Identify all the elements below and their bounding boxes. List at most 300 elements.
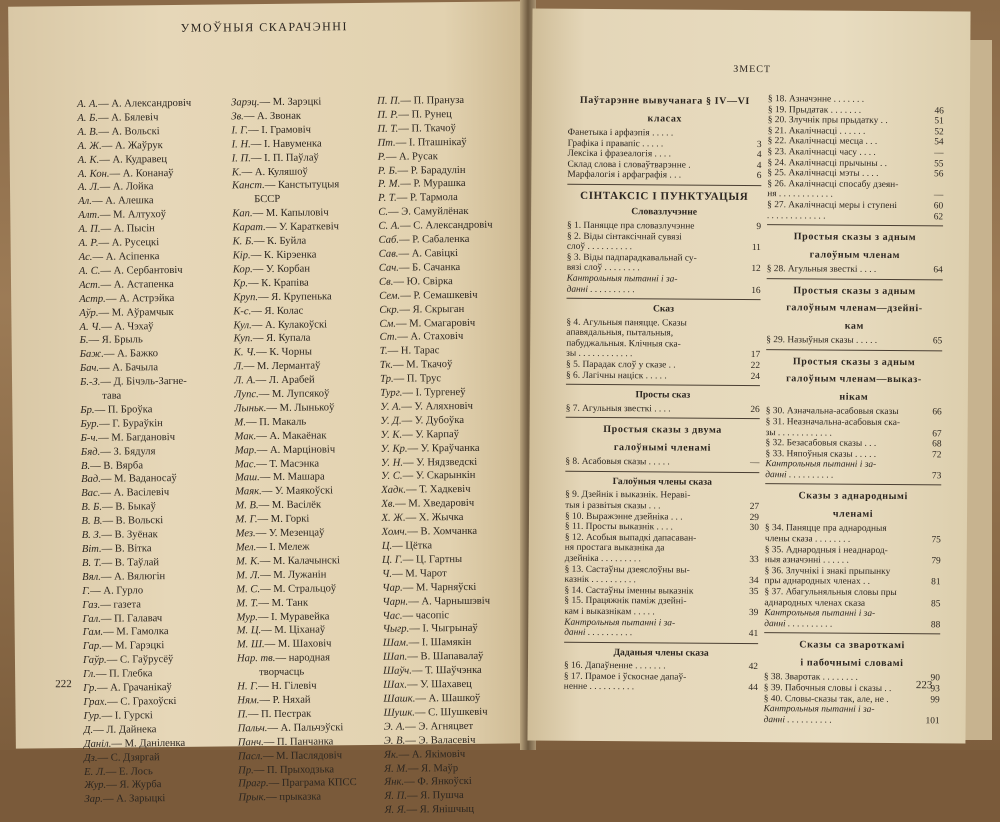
abbreviation-meaning: — В. Шапавалаў xyxy=(407,651,484,663)
abbreviation-entry xyxy=(233,290,373,305)
toc-entry-page: 27 xyxy=(749,501,760,513)
abbreviation-meaning: — П. Панчанка xyxy=(263,736,334,748)
abbreviation-entry xyxy=(234,331,374,346)
abbreviation-entry xyxy=(380,344,520,359)
toc-entry-title: § 22. Акалічнасці месца . . . xyxy=(767,136,878,148)
abbreviation-key: Саб. xyxy=(378,234,400,246)
abbreviation-key: Як. xyxy=(383,749,399,761)
toc-entry-page: 4 xyxy=(756,150,762,161)
toc-entry-page xyxy=(737,534,759,545)
abbreviation-meaning: — А. Жаўрук xyxy=(101,139,163,152)
section-heading: Простыя сказы з адным xyxy=(793,231,917,244)
abbreviation-meaning: — М. Калачынскі xyxy=(259,555,340,568)
abbreviation-key: Зар. xyxy=(84,794,103,806)
toc-entry-page: 62 xyxy=(933,211,944,222)
toc-entry-page xyxy=(740,129,762,140)
abbreviation-meaning: — М. Танк xyxy=(258,597,309,609)
abbreviation-meaning: — М. Хведаровіч xyxy=(395,498,475,510)
contents-column-2 xyxy=(764,94,944,727)
abbreviation-key: Прагр. xyxy=(238,778,269,790)
toc-entry-title: § 26. Акалічнасці спосабу дзеян- xyxy=(767,178,899,190)
toc-entry-page: 39 xyxy=(748,607,759,618)
toc-entry-title: § 2. Віды сінтаксічнай сувязі xyxy=(566,231,682,243)
abbreviation-entry xyxy=(238,721,378,736)
abbreviation-meaning: — М. Ваданосаў xyxy=(100,473,177,486)
abbreviation-meaning: — В. Вольскі xyxy=(102,515,164,527)
abbreviation-entry xyxy=(378,205,518,220)
abbreviation-key: Кул. xyxy=(233,319,252,331)
toc-entry-title: данні . . . . . . . . . . xyxy=(764,618,833,630)
abbreviation-meaning: — У. Нядзведскі xyxy=(402,456,478,469)
toc-entry-title: § 4. Агульныя паняцце. Сказы xyxy=(566,317,687,329)
abbreviation-meaning: — Я. Маўр xyxy=(407,762,459,775)
abbreviation-meaning: — Я. Скрыган xyxy=(399,303,465,316)
section-heading: Галоўныя члены сказа xyxy=(612,475,712,488)
abbreviation-entry xyxy=(382,580,522,595)
abbreviation-meaning: — А. Асіпенка xyxy=(92,251,160,263)
section-heading: Простыя сказы з двума xyxy=(603,424,722,437)
toc-entry-title: кам і выказнікам . . . . . xyxy=(564,606,655,618)
abbreviation-key: М. xyxy=(234,417,247,429)
abbreviation-meaning: — Б. Сачанка xyxy=(398,261,461,274)
abbreviation-key: В. З. xyxy=(81,529,102,542)
abbreviation-meaning: — М. Лынькоў xyxy=(266,402,335,414)
toc-entry-page xyxy=(736,618,758,629)
abbreviation-entry xyxy=(381,483,521,498)
abbreviation-entry xyxy=(232,206,372,221)
toc-entry-page: 93 xyxy=(930,684,940,695)
abbreviation-meaning: — Л. Дайнека xyxy=(93,723,157,736)
abbreviation-key: Кір. xyxy=(232,250,251,262)
toc-entry-page: 81 xyxy=(931,577,941,588)
abbreviation-key: А. Кон. xyxy=(77,168,110,180)
abbreviation-key: Гар. xyxy=(82,641,102,653)
toc-entry xyxy=(566,403,760,415)
toc-entry-title: § 10. Выражэнне дзейніка . . . xyxy=(564,511,683,523)
abbreviation-key: У. С. xyxy=(381,471,403,483)
toc-entry-title: Кантрольныя пытанні і за- xyxy=(764,608,876,620)
toc-entry-title: члены сказа . . . . . . . . xyxy=(764,534,851,545)
abbreviation-meaning: — І. Грамовіч xyxy=(248,124,311,137)
abbreviation-key: Маш. xyxy=(235,472,260,484)
abbreviation-key: Гал. xyxy=(82,613,101,625)
toc-entry-title: ня . . . . . . . . . . . . xyxy=(767,189,833,200)
abbreviation-key: Янк. xyxy=(384,777,405,789)
abbreviation-key: У. Н. xyxy=(380,457,404,469)
abbreviation-entry xyxy=(383,705,523,720)
abbreviation-key: Прык. xyxy=(238,792,267,804)
section-divider xyxy=(764,633,940,635)
section-divider xyxy=(767,278,943,280)
section-heading: Простыя сказы з адным xyxy=(792,356,916,368)
abbreviation-key: Тург. xyxy=(380,387,403,399)
abbreviation-meaning: — А. Астапенка xyxy=(100,278,174,291)
toc-entry-title: § 11. Просты выказнік . . . . xyxy=(564,521,673,533)
toc-entry-page xyxy=(737,544,759,555)
abbreviation-entry xyxy=(234,415,374,430)
abbreviation-meaning: — А. Русак xyxy=(385,150,438,163)
toc-entry-title: § 37. Абагульняльныя словы пры xyxy=(764,587,897,599)
abbreviation-key: Час. xyxy=(382,610,403,622)
toc-entry xyxy=(564,682,758,694)
abbreviation-key: М. В. xyxy=(235,500,259,512)
abbreviation-meaning: — М. Багдановіч xyxy=(98,431,176,444)
section-divider xyxy=(767,224,943,226)
abbreviation-meaning: — У. Аляхновіч xyxy=(401,400,473,413)
toc-entry-page: — xyxy=(934,148,944,159)
abbreviation-entry xyxy=(378,163,518,178)
toc-entry-page: 34 xyxy=(749,576,759,587)
abbreviation-entry xyxy=(237,637,377,652)
toc-entry-title: ня простага выказніка да xyxy=(564,543,665,554)
abbreviation-key: Мак. xyxy=(234,430,257,443)
abbreviation-entry xyxy=(237,623,377,638)
abbreviation-key: М. К. xyxy=(235,556,260,568)
toc-entry-page xyxy=(738,329,760,340)
abbreviation-key: Т. xyxy=(379,346,388,358)
abbreviation-meaning: — А. Гурло xyxy=(90,585,144,597)
toc-entry-title: § 34. Паняцце пра аднародныя xyxy=(764,523,887,535)
abbreviation-meaning: — А. Вольскі xyxy=(98,125,160,138)
abbreviation-meaning: — Я. Крупенька xyxy=(257,291,332,303)
toc-entry-page: 33 xyxy=(749,554,759,566)
abbreviation-entry xyxy=(233,234,373,249)
abbreviation-key: Д. xyxy=(83,724,94,736)
toc-entry-page: 6 xyxy=(756,171,762,182)
abbreviation-key: Гаўр. xyxy=(82,654,107,667)
toc-entry-page xyxy=(922,95,944,106)
toc-entry-title: Фанетыка і арфаэпія . . . . . xyxy=(567,127,674,139)
abbreviation-key: Скр. xyxy=(379,304,400,316)
section-heading: Сказы з аднароднымі xyxy=(798,490,908,503)
abbreviation-entry xyxy=(235,484,375,499)
abbreviation-meaning: — Е. Лось xyxy=(105,765,153,778)
abbreviation-key: Віт. xyxy=(81,543,102,555)
toc-entry-page xyxy=(739,254,761,265)
abbreviation-key: Я. П. xyxy=(384,790,408,803)
toc-entry-title: § 27. Акалічнасці меры і ступені xyxy=(767,200,898,211)
abbreviation-entry xyxy=(383,650,523,665)
abbreviation-meaning: — Я. Колас xyxy=(251,305,304,317)
abbreviation-meaning: — К. Кірэенка xyxy=(250,249,317,262)
abbreviation-key: Н. Г. xyxy=(237,681,259,693)
abbreviation-entry xyxy=(384,775,524,790)
abbreviation-key: Ням. xyxy=(237,695,260,707)
abbreviation-meaning: — А. Грачанікаў xyxy=(96,682,172,694)
abbreviation-key: У. К. xyxy=(380,429,403,441)
abbreviation-key: В. Т. xyxy=(81,557,102,569)
abbreviation-meaning: — В. Вярба xyxy=(90,459,144,472)
abbreviation-key: Я. М. xyxy=(384,763,408,775)
section-heading: галоўным членам—выказ- xyxy=(786,373,922,386)
abbreviation-meaning: — А. Кудравец xyxy=(99,153,168,166)
abbreviation-key: Газ. xyxy=(82,599,101,611)
right-page xyxy=(527,8,970,743)
abbreviation-meaning: — Р. Сабаленка xyxy=(398,233,470,246)
abbreviation-entry xyxy=(237,693,377,708)
toc-entry-title: слоў . . . . . . . . . . xyxy=(566,241,633,253)
abbreviation-meaning: — Ц. Гартны xyxy=(402,553,463,566)
left-page xyxy=(8,1,528,817)
toc-entry-page: 67 xyxy=(932,428,942,439)
toc-entry-title: § 31. Неазначальна-асабовыя ска- xyxy=(765,417,901,428)
toc-entry-page xyxy=(736,673,758,684)
abbreviation-key: У. Кр. xyxy=(380,443,408,455)
abbreviation-meaning: — М. Аўрамчык xyxy=(98,306,174,319)
abbreviation-key: Шушк. xyxy=(383,707,415,719)
abbreviation-key: У. А. xyxy=(380,401,402,413)
abbreviation-meaning: — П. Прануза xyxy=(400,94,465,107)
toc-entry xyxy=(566,370,760,382)
toc-entry-page: 52 xyxy=(934,127,944,138)
abbreviation-key: Э. В. xyxy=(383,735,406,747)
abbreviation-key: Аўр. xyxy=(79,307,99,319)
toc-entry-page: 90 xyxy=(930,673,940,684)
abbreviation-meaning: — І. Навуменка xyxy=(250,138,322,150)
toc-entry-page xyxy=(919,460,941,471)
section-divider xyxy=(566,417,760,419)
section-divider xyxy=(564,641,758,643)
abbreviation-meaning: — М. Даніленка xyxy=(111,737,186,750)
abbreviation-entry xyxy=(384,733,524,748)
section-heading: членамі xyxy=(832,508,874,520)
abbreviation-meaning: — Х. Жычка xyxy=(405,512,464,524)
abbreviation-key: Мур. xyxy=(236,611,258,623)
abbreviation-meaning: — Цётка xyxy=(392,540,433,552)
abbreviation-meaning: — Н. Гілевіч xyxy=(258,680,317,693)
abbreviation-meaning: — У. Мезенцаў xyxy=(255,527,325,540)
abbreviation-key: Г. xyxy=(82,585,91,597)
section-divider xyxy=(567,298,761,300)
toc-entry-title: § 5. Парадак слоў у сказе . . xyxy=(566,359,676,371)
abbreviation-entry xyxy=(231,95,371,110)
abbreviation-entry xyxy=(379,316,519,331)
abbreviation-meaning: — А. Чэхаў xyxy=(101,320,154,333)
abbreviation-meaning: — У. Карпаў xyxy=(402,428,460,441)
abbreviation-meaning: — П. Прыходзька xyxy=(253,763,335,776)
abbreviation-key: Ц. Г. xyxy=(381,554,403,566)
abbreviation-meaning: — Канстытуцыя xyxy=(264,179,340,192)
toc-entry-title: дзейніка . . . . . . . . . xyxy=(564,553,641,565)
section-heading: СІНТАКСІС І ПУНКТУАЦЫЯ xyxy=(580,189,749,203)
abbreviation-meaning: — І. Тургенеў xyxy=(402,386,466,399)
abbreviation-key: А. В. xyxy=(77,126,99,138)
toc-entry-title: § 25. Акалічнасці мэты . . . . xyxy=(767,168,879,180)
abbreviation-meaning: — У. Скарынкін xyxy=(402,470,476,483)
abbreviation-key: Кор. xyxy=(232,264,253,276)
abbreviation-entry xyxy=(236,568,376,583)
toc-entry-page: 42 xyxy=(748,662,759,673)
abbreviation-key: Мез. xyxy=(235,528,256,540)
toc-entry-title: ныя азначэнні . . . . . . xyxy=(764,555,849,566)
page-number-left: 222 xyxy=(55,678,72,691)
abbreviation-key: Нар. тв. xyxy=(236,653,276,665)
abbreviation-key: А. Ж. xyxy=(77,140,102,152)
abbreviation-entry xyxy=(378,149,518,164)
abbreviation-entry xyxy=(236,540,376,555)
abbreviation-key: Гам. xyxy=(82,627,104,639)
abbreviation-entry xyxy=(235,443,375,458)
toc-entry-title: Кантрольныя пытанні і за- xyxy=(564,617,676,628)
abbreviation-key: Бач. xyxy=(79,362,100,375)
toc-entry-page: 85 xyxy=(931,598,941,609)
toc-entry-page: 35 xyxy=(749,586,759,597)
abbreviation-key: М. Л. xyxy=(236,569,261,582)
abbreviation-meaning: — А. Сербантовіч xyxy=(100,264,183,277)
abbreviation-meaning: — М. Лупсякоў xyxy=(258,388,330,401)
abbreviation-entry xyxy=(232,137,372,152)
abbreviation-meaning: — А. Александровіч xyxy=(97,97,192,110)
abbreviation-key: С. А. xyxy=(378,220,400,232)
abbreviation-meaning: — Я. Янішчыц xyxy=(406,804,475,816)
toc-entry-page: 30 xyxy=(749,523,759,534)
abbreviation-entry xyxy=(381,511,521,526)
abbreviation-entry xyxy=(377,107,517,122)
abbreviation-entry xyxy=(379,302,519,317)
abbreviation-entry xyxy=(381,497,521,512)
abbreviation-entry xyxy=(379,246,519,261)
abbreviation-key: Шаўч. xyxy=(383,665,412,677)
abbreviation-meaning: — народная xyxy=(275,652,331,665)
abbreviation-entry xyxy=(236,609,376,624)
abbreviation-key: Шам. xyxy=(382,637,409,650)
abbreviation-meaning: — П. Макаль xyxy=(245,416,307,429)
abbreviation-entry xyxy=(233,317,373,332)
toc-entry-page: 73 xyxy=(931,471,942,482)
abbreviation-key: У. Д. xyxy=(380,415,402,427)
abbreviation-key: Пр. xyxy=(238,764,254,776)
toc-entry-title: зы . . . . . . . . . . . . xyxy=(566,349,633,360)
toc-entry-page: 101 xyxy=(925,716,940,727)
toc-entry-page: 55 xyxy=(934,158,944,169)
abbreviation-key: Ч. xyxy=(382,568,393,580)
abbreviation-entry xyxy=(232,164,372,179)
abbreviation-entry xyxy=(379,260,519,275)
abbreviation-key: Пт. xyxy=(377,137,396,149)
toc-entry-title: Графіка і правапіс . . . . . xyxy=(567,138,664,149)
abbreviation-key: Сач. xyxy=(378,262,399,274)
toc-entry-page: 65 xyxy=(932,336,943,347)
toc-entry-title: пры аднародных членах . . xyxy=(764,576,871,588)
toc-entry-page: 9 xyxy=(756,222,762,233)
abbreviation-key: Зарэц. xyxy=(231,97,260,109)
toc-entry-title: аднародных членах сказа xyxy=(764,597,866,609)
toc-entry-title: Лексіка і фразеалогія . . . . xyxy=(567,148,672,160)
abbreviation-key: Р. М. xyxy=(377,179,401,191)
abbreviation-meaning: — А. Савіцкі xyxy=(398,247,459,260)
abbreviation-meaning: — А. Куляшоў xyxy=(241,166,308,178)
abbreviation-key: С. xyxy=(378,206,389,219)
abbreviation-key: Ст. xyxy=(379,332,398,344)
abbreviation-meaning: — У. Корбан xyxy=(252,263,311,276)
abbreviation-entry xyxy=(384,747,524,762)
abbreviation-meaning: — В. Зуёнак xyxy=(101,529,158,541)
toc-entry xyxy=(767,264,943,276)
abbreviation-entry xyxy=(233,303,373,318)
abbreviation-entry xyxy=(237,665,377,680)
abbreviation-entry xyxy=(238,748,378,763)
toc-entry-page: 54 xyxy=(934,137,944,148)
abbreviation-entry xyxy=(383,677,523,692)
abbreviation-key: П. xyxy=(237,709,248,721)
abbreviation-entry xyxy=(233,262,373,277)
abbreviation-key: А. Л. xyxy=(77,182,100,194)
abbreviation-entry xyxy=(380,413,520,428)
toc-entry-title: § 39. Пабочныя словы і сказы . . xyxy=(763,683,892,695)
section-heading: Просты сказ xyxy=(635,389,691,401)
abbreviation-key: Алт. xyxy=(78,210,100,222)
toc-entry-title: данні . . . . . . . . . . xyxy=(763,714,832,726)
abbreviation-meaning: — П. Глебка xyxy=(95,668,153,680)
abbreviation-entry xyxy=(383,691,523,706)
abbreviation-entry xyxy=(383,636,523,651)
abbreviation-meaning: — Я. Купала xyxy=(252,332,311,345)
abbreviation-key: Э. А. xyxy=(383,721,406,733)
abbreviation-meaning: — П. Броўка xyxy=(94,404,153,416)
abbreviation-meaning: — М. Шаховіч xyxy=(264,638,332,651)
toc-entry xyxy=(766,335,942,347)
abbreviation-key: Кап. xyxy=(232,208,253,220)
abbreviation-meaning: — М. Лужанін xyxy=(259,569,327,581)
toc-entry xyxy=(764,619,940,631)
toc-entry-title: данні . . . . . . . . . . xyxy=(566,284,635,295)
toc-entry-title: § 28. Агульныя звесткі . . . . xyxy=(766,264,877,276)
toc-entry-title: § 32. Безасабовыя сказы . . . xyxy=(765,438,877,449)
toc-entry-title: . . . . . . . . . . . . . xyxy=(767,210,826,222)
abbreviation-meaning: — У. Дубоўка xyxy=(401,414,465,427)
abbreviation-meaning: творчасць xyxy=(259,666,305,679)
abbreviation-key: Шап. xyxy=(382,651,408,664)
toc-entry xyxy=(767,211,943,223)
abbreviation-key: Я. Я. xyxy=(384,804,407,817)
toc-entry-page xyxy=(738,319,760,330)
section-divider xyxy=(565,471,759,473)
abbreviation-key: П. Т. xyxy=(377,123,399,135)
abbreviation-key: Лыньк. xyxy=(234,402,267,415)
abbreviation-meaning: — прыказка xyxy=(266,791,322,804)
abbreviation-key: Мар. xyxy=(234,444,257,457)
toc-entry-title: пабуджальныя. Клічныя ска- xyxy=(566,338,681,350)
toc-entry-title: § 3. Віды падпарадкавальнай су- xyxy=(566,252,697,264)
abbreviation-key: Вял. xyxy=(82,571,101,583)
abbreviation-meaning: — А. Пысін xyxy=(100,223,155,235)
abbreviations-column-1 xyxy=(77,96,242,807)
abbreviation-meaning: — газета xyxy=(100,598,141,611)
abbreviation-meaning: — І. П. Паўлаў xyxy=(250,152,319,164)
toc-entry-title: ненне . . . . . . . . . . xyxy=(563,682,635,693)
abbreviation-meaning: — І. Мележ xyxy=(256,541,310,554)
abbreviation-key: М. Г. xyxy=(235,514,258,526)
abbreviation-key: Бур. xyxy=(80,418,100,430)
toc-entry-title: § 13. Састаўны дзеяслоўны вы- xyxy=(564,564,690,576)
abbreviation-entry xyxy=(234,359,374,374)
abbreviations-column-3 xyxy=(377,93,525,818)
toc-entry-title: § 33. Няпоўныя сказы . . . . . xyxy=(765,448,877,460)
abbreviation-meaning: — І. Чыгрынаў xyxy=(409,623,478,635)
toc-entry-page xyxy=(737,491,759,502)
abbreviation-key: Б. xyxy=(79,335,89,347)
toc-entry-page: 79 xyxy=(931,556,941,567)
toc-entry-page: 22 xyxy=(750,361,761,372)
abbreviation-entry xyxy=(379,232,519,247)
abbreviation-key: Тк. xyxy=(379,359,394,372)
abbreviation-meaning: — П. Трус xyxy=(393,373,442,385)
abbreviation-meaning: — А. Чарнышэвіч xyxy=(408,595,491,608)
abbreviation-meaning: — Г. Бураўкін xyxy=(99,417,163,430)
toc-entry-page: 51 xyxy=(934,116,944,127)
toc-entry-title: § 17. Прамое і ўскоснае дапаў- xyxy=(563,671,687,683)
toc-entry-page: 24 xyxy=(750,371,761,382)
